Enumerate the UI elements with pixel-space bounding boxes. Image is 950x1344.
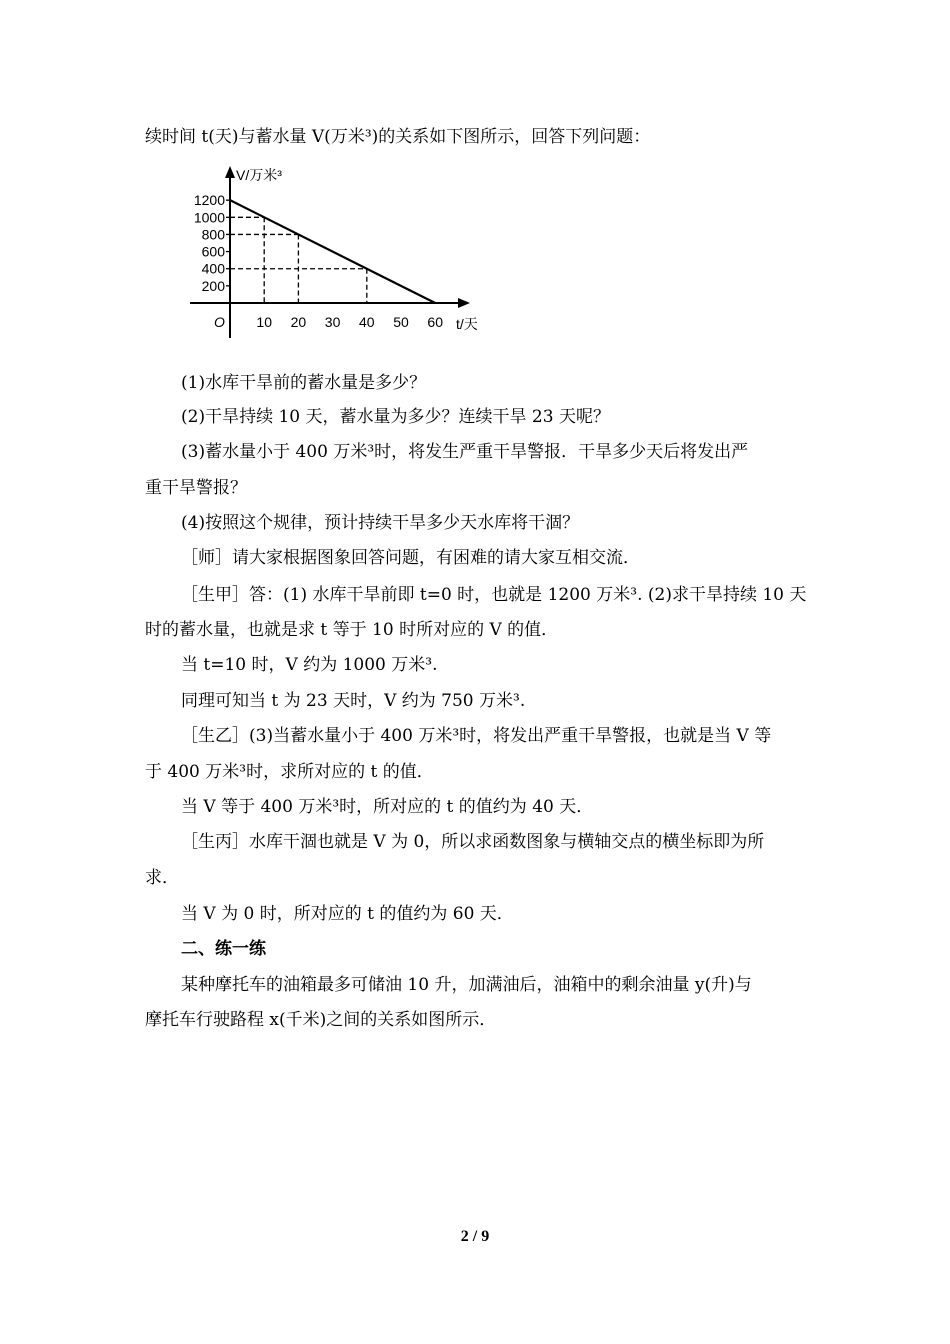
student-a-line: ［生甲］答：(1) 水库干旱前即 t=0 时，也就是 1200 万米³. (2)求干旱持续 10 天 xyxy=(181,585,807,605)
x-axis-label: t/天 xyxy=(456,316,478,332)
y-axis-label: V/万米³ xyxy=(236,167,282,183)
y-tick-label: 600 xyxy=(201,243,225,260)
paragraph-line: 当 t=10 时，V 约为 1000 万米³. xyxy=(181,655,438,675)
paragraph-line: 求． xyxy=(145,868,179,888)
page-number: 2 / 9 xyxy=(460,1228,490,1245)
y-axis-arrow xyxy=(225,166,235,178)
chart xyxy=(185,158,505,348)
x-tick-label: 10 xyxy=(256,314,272,330)
y-tick-label: 1200 xyxy=(193,192,225,209)
question-3: (3)蓄水量小于 400 万米³时，将发生严重干旱警报．干旱多少天后将发出严 xyxy=(181,442,749,462)
student-b-line: ［生乙］(3)当蓄水量小于 400 万米³时，将发出严重干旱警报，也就是当 V 等 xyxy=(181,726,772,746)
paragraph-line: 重干旱警报？ xyxy=(145,478,247,498)
y-tick-label: 400 xyxy=(201,260,225,277)
x-tick-label: 30 xyxy=(324,314,341,330)
y-tick-label: 800 xyxy=(201,226,225,243)
question-4: (4)按照这个规律，预计持续干旱多少天水库将干涸？ xyxy=(181,513,580,533)
paragraph-line: 当 V 等于 400 万米³时，所对应的 t 的值约为 40 天． xyxy=(181,797,594,817)
paragraph-line: 续时间 t(天)与蓄水量 V(万米³)的关系如下图所示，回答下列问题： xyxy=(145,127,651,147)
question-1: (1)水库干旱前的蓄水量是多少？ xyxy=(181,373,427,393)
paragraph-line: 当 V 为 0 时，所对应的 t 的值约为 60 天． xyxy=(181,904,514,924)
exercise-line: 某种摩托车的油箱最多可储油 10 升，加满油后，油箱中的剩余油量 y(升)与 xyxy=(181,975,752,995)
teacher-line: ［师］请大家根据图象回答问题，有困难的请大家互相交流． xyxy=(181,548,640,568)
paragraph-line: 于 400 万米³时，求所对应的 t 的值． xyxy=(145,762,434,782)
student-c-line: ［生丙］水库干涸也就是 V 为 0，所以求函数图象与横轴交点的横坐标即为所 xyxy=(181,832,765,852)
question-2: (2)干旱持续 10 天，蓄水量为多少？连续干旱 23 天呢？ xyxy=(181,407,610,427)
origin-label: O xyxy=(214,314,225,330)
section-heading: 二、练一练 xyxy=(181,939,266,959)
exercise-line: 摩托车行驶路程 x(千米)之间的关系如图所示． xyxy=(145,1010,497,1030)
paragraph-line: 时的蓄水量，也就是求 t 等于 10 时所对应的 V 的值． xyxy=(145,620,559,640)
x-axis-arrow xyxy=(458,298,470,308)
y-tick-label: 200 xyxy=(201,277,225,294)
x-tick-label: 50 xyxy=(393,314,409,330)
x-tick-label: 20 xyxy=(290,314,307,330)
y-tick-label: 1000 xyxy=(193,209,225,226)
x-tick-label: 40 xyxy=(359,314,375,330)
x-tick-label: 60 xyxy=(427,314,443,330)
paragraph-line: 同理可知当 t 为 23 天时，V 约为 750 万米³. xyxy=(181,691,526,711)
series-line xyxy=(230,200,435,303)
